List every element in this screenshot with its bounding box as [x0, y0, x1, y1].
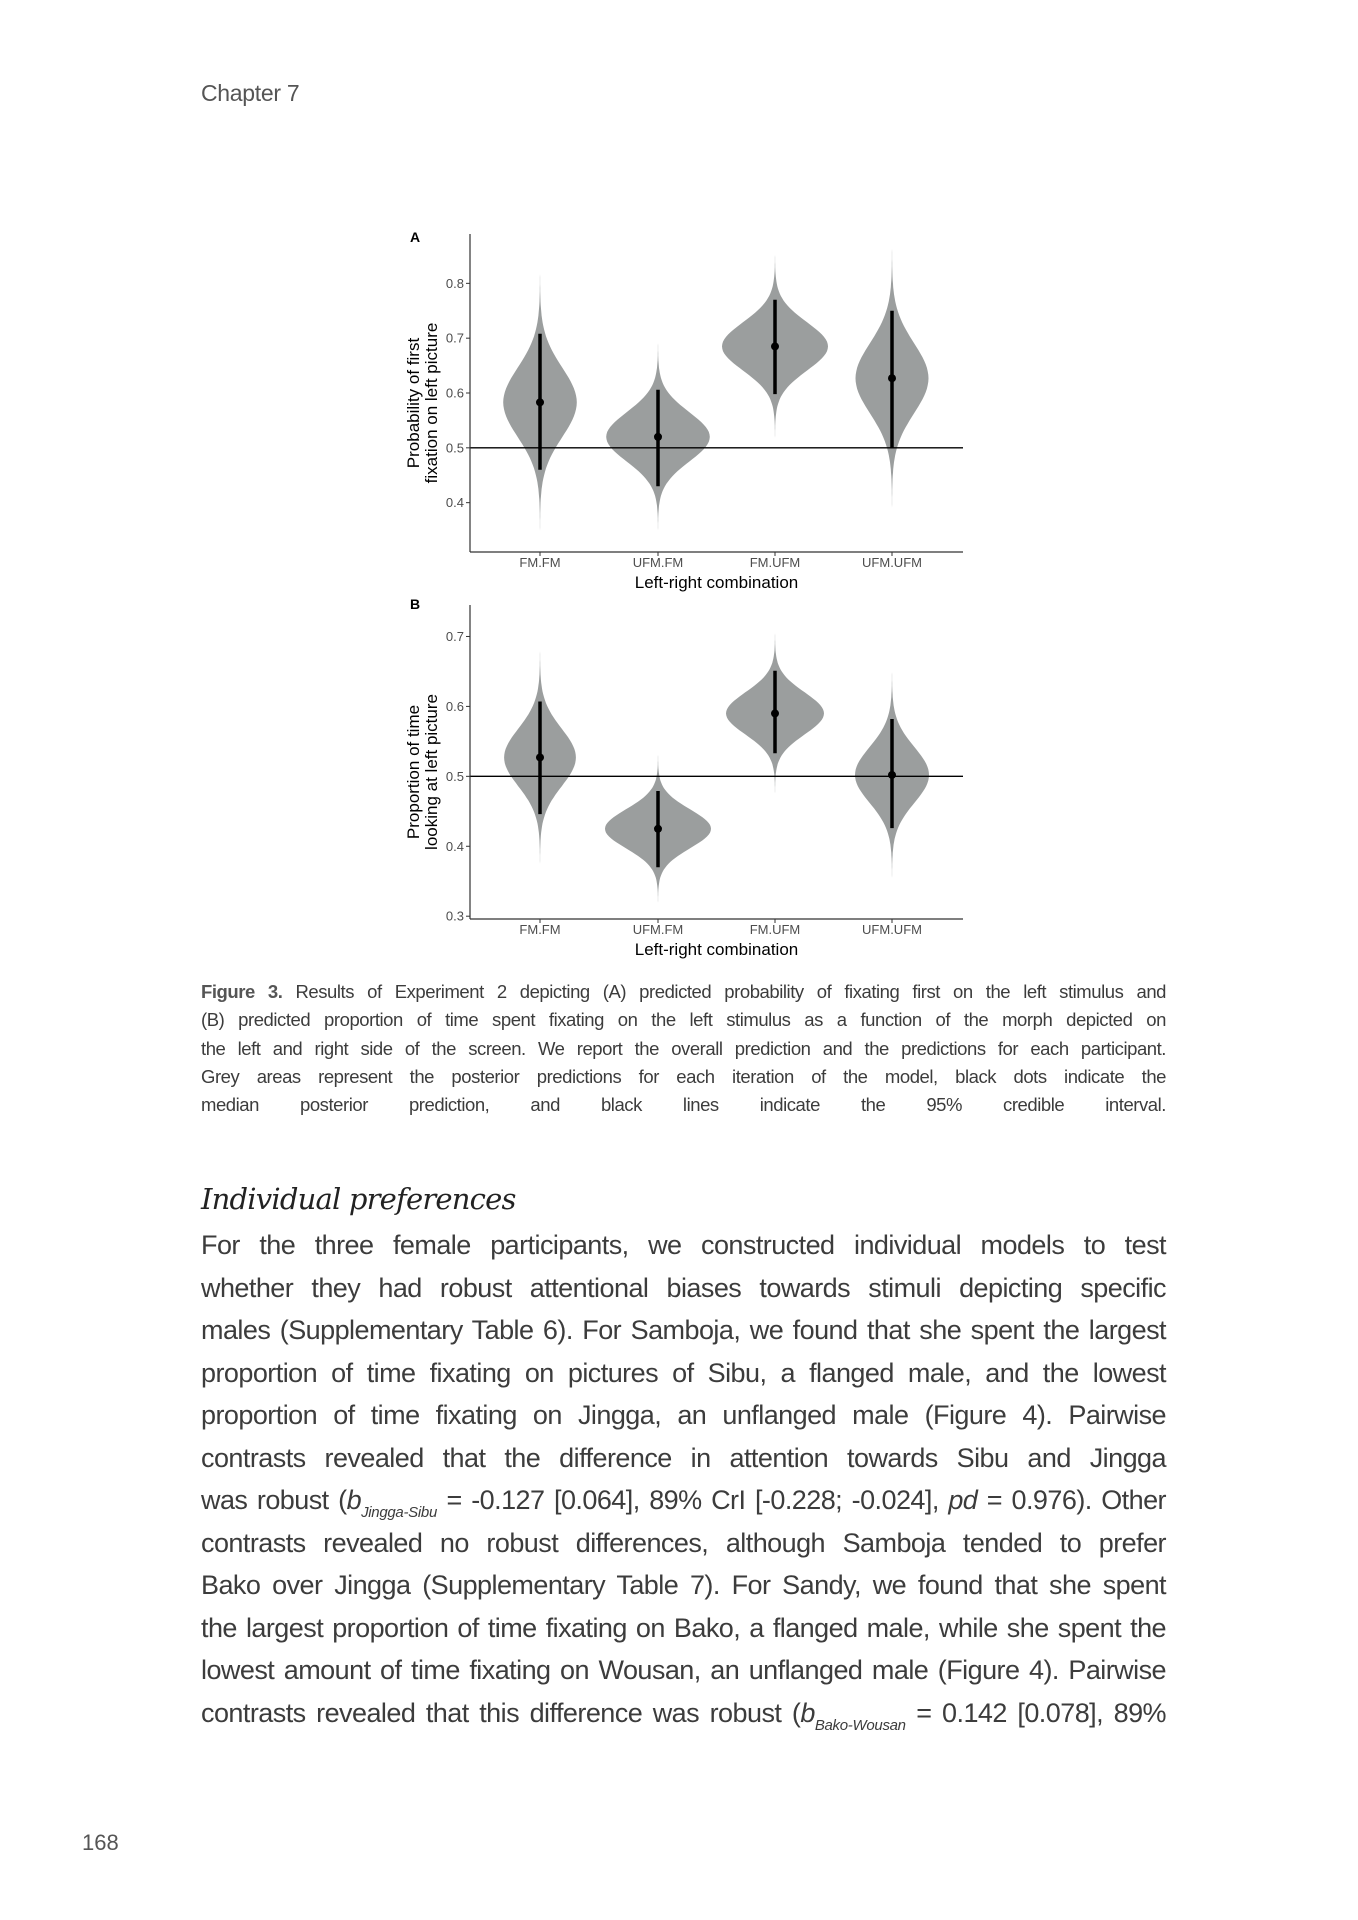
median-point: [888, 374, 896, 382]
caption-line: (B) predicted proportion of time spent fixating on the left stimulus as a function of the morph depicted on: [201, 1009, 1166, 1030]
x-axis-title: Left-right combination: [634, 573, 799, 592]
text: = -0.127 [0.064], 89% CrI [-0.228; -0.024],: [436, 1485, 949, 1515]
body-line: contrasts revealed that the difference in attention towards Sibu and Jingga: [201, 1443, 1166, 1473]
body-line: males (Supplementary Table 6). For Samboja, we found that she spent the largest: [201, 1315, 1166, 1345]
stat-subscript: Jingga-Sibu: [361, 1504, 437, 1521]
pd-symbol: pd: [948, 1485, 978, 1515]
y-tick-label: 0.6: [445, 698, 464, 714]
x-tick-label: UFM.FM: [632, 922, 684, 937]
median-point: [771, 342, 779, 350]
running-head: Chapter 7: [201, 80, 300, 106]
y-tick-label: 0.7: [445, 330, 464, 346]
x-tick-label: FM.UFM: [749, 922, 801, 937]
text: = 0.976). Other: [977, 1485, 1167, 1515]
median-point: [654, 825, 662, 833]
median-point: [536, 753, 544, 761]
caption-line: [201, 980, 1166, 1004]
median-point: [536, 398, 544, 406]
y-axis-title-line1: Proportion of time: [404, 704, 423, 840]
y-tick-label: 0.8: [445, 275, 464, 291]
panel-label: B: [410, 596, 421, 612]
body-line: [201, 1483, 1166, 1530]
x-tick-label: FM.UFM: [749, 555, 801, 570]
body-line: whether they had robust attentional biases towards stimuli depicting specific: [201, 1273, 1166, 1303]
caption-label: Figure 3.: [201, 981, 283, 1002]
caption-line: Grey areas represent the posterior predictions for each iteration of the model, black dots indicate the: [201, 1066, 1166, 1087]
text: contrasts revealed that this difference was robust (: [201, 1698, 801, 1728]
page-number: 168: [82, 1830, 119, 1855]
median-point: [654, 433, 662, 441]
body-line: proportion of time fixating on pictures of Sibu, a flanged male, and the lowest: [201, 1358, 1166, 1388]
stat-symbol: b: [800, 1698, 815, 1728]
stat-symbol: b: [346, 1485, 362, 1515]
body-line: For the three female participants, we constructed individual models to test: [201, 1230, 1166, 1260]
body-line: [201, 1696, 1166, 1743]
y-tick-label: 0.7: [445, 628, 464, 644]
body-line: proportion of time fixating on Jingga, an unflanged male (Figure 4). Pairwise: [201, 1400, 1166, 1430]
text: was robust (: [201, 1485, 347, 1515]
y-axis-title-line2: fixation on left picture: [422, 322, 441, 484]
median-point: [771, 709, 779, 717]
x-tick-label: UFM.UFM: [862, 922, 922, 937]
caption-line: median posterior prediction, and black lines indicate the 95% credible interval.: [201, 1094, 1166, 1115]
y-axis-title-line1: Probability of first: [404, 337, 423, 469]
x-axis-title: Left-right combination: [634, 940, 799, 959]
text: = 0.142 [0.078], 89%: [905, 1698, 1166, 1728]
x-tick-label: FM.FM: [519, 555, 561, 570]
y-tick-label: 0.5: [445, 768, 464, 784]
x-tick-label: FM.FM: [519, 922, 561, 937]
y-axis-title-line2: looking at left picture: [422, 694, 441, 850]
y-tick-label: 0.5: [445, 440, 464, 456]
section-heading: Individual preferences: [201, 1182, 516, 1216]
x-tick-label: UFM.UFM: [862, 555, 922, 570]
median-point: [888, 771, 896, 779]
y-tick-label: 0.4: [445, 838, 464, 854]
stat-subscript: Bako-Wousan: [814, 1717, 906, 1734]
y-tick-label: 0.3: [445, 908, 464, 924]
y-tick-label: 0.6: [445, 385, 464, 401]
body-line: contrasts revealed no robust differences, although Samboja tended to prefer: [201, 1528, 1166, 1558]
caption-text: Results of Experiment 2 depicting (A) predicted probability of fixating first on the left stimulus and: [282, 981, 1166, 1002]
body-line: the largest proportion of time fixating on Bako, a flanged male, while she spent the: [201, 1613, 1166, 1643]
y-tick-label: 0.4: [445, 495, 464, 511]
x-tick-label: UFM.FM: [632, 555, 684, 570]
body-line: Bako over Jingga (Supplementary Table 7). For Sandy, we found that she spent: [201, 1570, 1166, 1600]
panel-label: A: [410, 229, 421, 245]
body-line: lowest amount of time fixating on Wousan, an unflanged male (Figure 4). Pairwise: [201, 1655, 1166, 1685]
caption-line: the left and right side of the screen. We report the overall prediction and the predictions for each participant.: [201, 1038, 1166, 1059]
